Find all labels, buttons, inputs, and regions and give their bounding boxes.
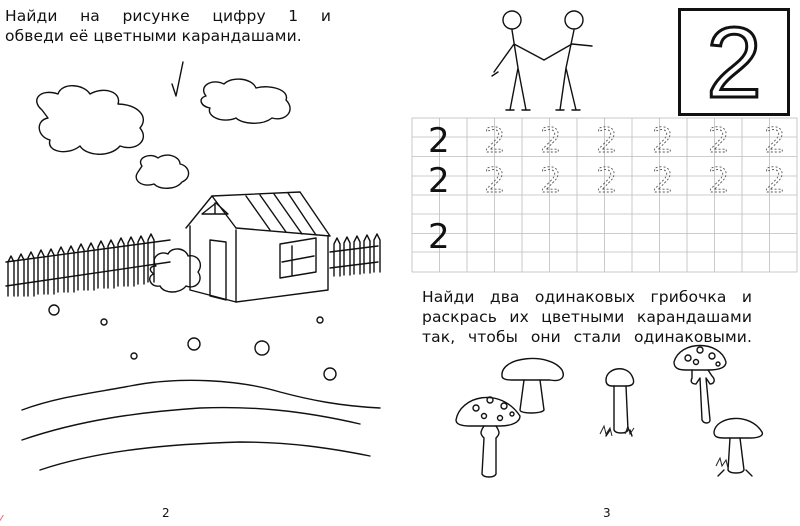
right-task-line-3: так, чтобы они стали одинаковыми. bbox=[422, 328, 752, 346]
trace-digit-solid-3: 2 bbox=[428, 217, 450, 257]
tracing-grid bbox=[412, 118, 797, 272]
mushroom-boletus-1 bbox=[502, 359, 563, 413]
right-task-line-2: раскрась их цветными карандашами bbox=[422, 308, 752, 326]
page-number-left: 2 bbox=[162, 506, 170, 520]
mushroom-amanita-2 bbox=[674, 346, 726, 424]
mushrooms-illustration bbox=[400, 346, 800, 496]
mushroom-amanita-1 bbox=[456, 397, 520, 477]
mushroom-boletus-3 bbox=[714, 418, 762, 476]
trace-digit-dotted: 2 bbox=[540, 121, 562, 161]
trace-digit-dotted: 2 bbox=[540, 161, 562, 201]
trace-digit-dotted: 2 bbox=[652, 121, 674, 161]
trace-digit-dotted: 2 bbox=[484, 121, 506, 161]
house-icon bbox=[186, 192, 330, 302]
left-task-line-1: Найди на рисунке цифру 1 и bbox=[5, 7, 331, 25]
trace-digit-solid-2: 2 bbox=[428, 161, 450, 201]
fence-left bbox=[6, 234, 170, 296]
hidden-digit-one bbox=[172, 62, 183, 96]
trace-digit-dotted: 2 bbox=[764, 121, 786, 161]
ground-lines bbox=[22, 380, 380, 470]
right-task-line-1: Найди два одинаковых грибочка и bbox=[422, 288, 752, 306]
trace-digit-dotted: 2 bbox=[596, 161, 618, 201]
cloud-left-icon bbox=[37, 86, 144, 155]
trace-digit-dotted: 2 bbox=[652, 161, 674, 201]
trace-digit-dotted: 2 bbox=[596, 121, 618, 161]
corner-mark: ⁄ bbox=[0, 513, 2, 526]
trace-digit-solid-1: 2 bbox=[428, 121, 450, 161]
flowers bbox=[49, 305, 336, 380]
friends-illustration bbox=[480, 6, 620, 116]
big-digit: 2 bbox=[706, 7, 762, 119]
trace-digit-dotted: 2 bbox=[764, 161, 786, 201]
right-task-text bbox=[422, 287, 752, 347]
page-number-right: 3 bbox=[603, 506, 611, 520]
cloud-small-icon bbox=[136, 155, 188, 188]
trace-digit-dotted: 2 bbox=[484, 161, 506, 201]
mushroom-boletus-2 bbox=[606, 369, 634, 436]
cloud-right-icon bbox=[201, 79, 290, 123]
right-page bbox=[400, 0, 800, 526]
left-task-line-2: обведи её цветными карандашами. bbox=[5, 27, 302, 45]
trace-digit-dotted: 2 bbox=[708, 121, 730, 161]
trace-digit-dotted: 2 bbox=[708, 161, 730, 201]
fence-right bbox=[330, 234, 380, 276]
big-digit-box bbox=[678, 7, 790, 119]
bush-icon bbox=[150, 249, 201, 292]
